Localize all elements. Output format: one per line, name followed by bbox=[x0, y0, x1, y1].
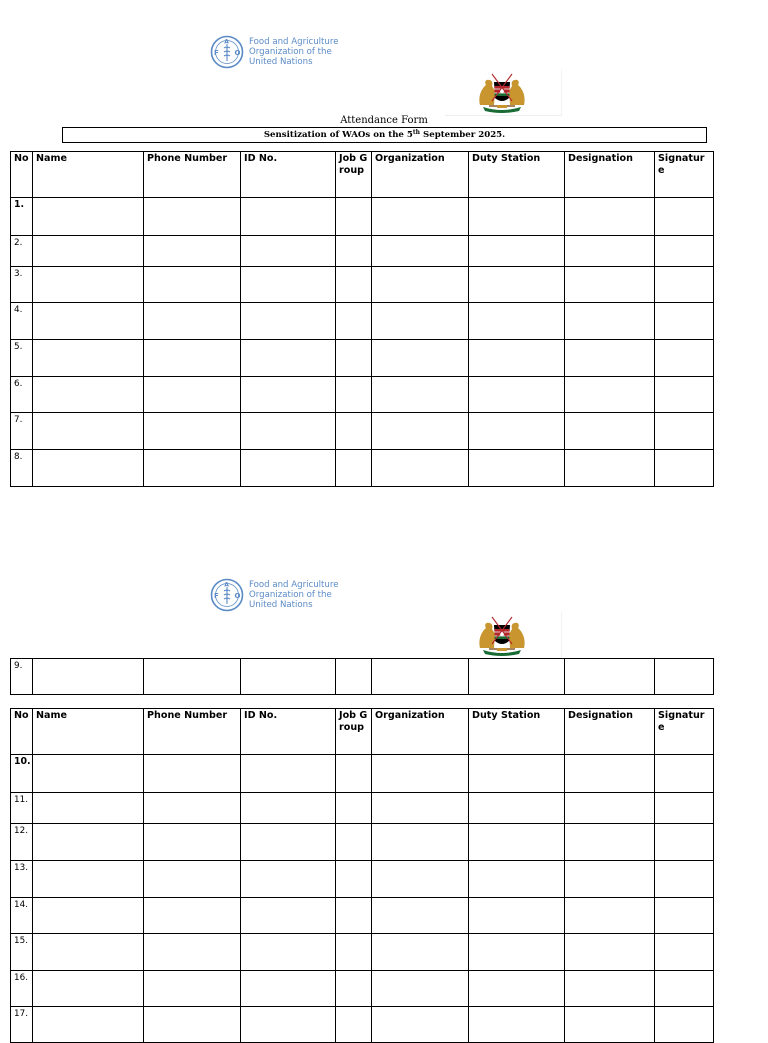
job-group-cell[interactable] bbox=[336, 659, 372, 695]
duty-station-cell[interactable] bbox=[469, 450, 565, 487]
id-cell[interactable] bbox=[241, 898, 336, 934]
phone-cell[interactable] bbox=[144, 824, 241, 861]
id-cell[interactable] bbox=[241, 971, 336, 1007]
phone-cell[interactable] bbox=[144, 267, 241, 303]
col-header-designation: Designation bbox=[565, 709, 655, 755]
row-number: 6. bbox=[11, 377, 33, 413]
organization-cell[interactable] bbox=[372, 1007, 469, 1043]
col-header-job-group: Job Group bbox=[336, 709, 372, 755]
name-cell[interactable] bbox=[33, 236, 144, 267]
signature-cell[interactable] bbox=[655, 861, 714, 898]
fao-name bbox=[249, 37, 339, 67]
phone-cell[interactable] bbox=[144, 971, 241, 1007]
signature-cell[interactable] bbox=[655, 413, 714, 450]
signature-cell[interactable] bbox=[655, 450, 714, 487]
carry-over-table bbox=[10, 658, 714, 695]
designation-cell[interactable] bbox=[565, 267, 655, 303]
organization-cell[interactable] bbox=[372, 303, 469, 340]
signature-cell[interactable] bbox=[655, 236, 714, 267]
organization-cell[interactable] bbox=[372, 659, 469, 695]
organization-cell[interactable] bbox=[372, 934, 469, 971]
job-group-cell[interactable] bbox=[336, 377, 372, 413]
designation-cell[interactable] bbox=[565, 198, 655, 236]
subtitle-text: Sensitization of WAOs on the 5 bbox=[263, 130, 413, 140]
emblem-letter-a: A bbox=[224, 581, 229, 589]
signature-cell[interactable] bbox=[655, 971, 714, 1007]
phone-cell[interactable] bbox=[144, 236, 241, 267]
duty-station-cell[interactable] bbox=[469, 824, 565, 861]
row-number: 8. bbox=[11, 450, 33, 487]
col-header-designation: Designation bbox=[565, 152, 655, 198]
job-group-cell[interactable] bbox=[336, 934, 372, 971]
col-header-organization: Organization bbox=[372, 709, 469, 755]
id-cell[interactable] bbox=[241, 340, 336, 377]
name-cell[interactable] bbox=[33, 450, 144, 487]
job-group-cell[interactable] bbox=[336, 755, 372, 793]
duty-station-cell[interactable] bbox=[469, 340, 565, 377]
row-number: 13. bbox=[11, 861, 33, 898]
designation-cell[interactable] bbox=[565, 861, 655, 898]
designation-cell[interactable] bbox=[565, 824, 655, 861]
name-cell[interactable] bbox=[33, 1007, 144, 1043]
row-number: 7. bbox=[11, 413, 33, 450]
row-number: 3. bbox=[11, 267, 33, 303]
form-subtitle bbox=[62, 127, 707, 143]
phone-cell[interactable] bbox=[144, 413, 241, 450]
fao-name-line1: Food and Agriculture bbox=[249, 37, 339, 47]
fao-emblem-icon bbox=[210, 578, 244, 612]
table-row bbox=[11, 303, 714, 340]
job-group-cell[interactable] bbox=[336, 861, 372, 898]
id-cell[interactable] bbox=[241, 236, 336, 267]
duty-station-cell[interactable] bbox=[469, 861, 565, 898]
phone-cell[interactable] bbox=[144, 450, 241, 487]
table-row bbox=[11, 755, 714, 793]
col-header-phone: Phone Number bbox=[144, 709, 241, 755]
designation-cell[interactable] bbox=[565, 413, 655, 450]
col-header-id: ID No. bbox=[241, 709, 336, 755]
row-number: 12. bbox=[11, 824, 33, 861]
duty-station-cell[interactable] bbox=[469, 971, 565, 1007]
fao-name-line1: Food and Agriculture bbox=[249, 580, 339, 590]
signature-cell[interactable] bbox=[655, 1007, 714, 1043]
job-group-cell[interactable] bbox=[336, 971, 372, 1007]
row-number: 5. bbox=[11, 340, 33, 377]
table-row bbox=[11, 793, 714, 824]
col-header-job-group: Job Group bbox=[336, 152, 372, 198]
fao-name bbox=[249, 580, 339, 610]
table-row bbox=[11, 971, 714, 1007]
row-number: 17. bbox=[11, 1007, 33, 1043]
emblem-letter-a: A bbox=[224, 38, 229, 46]
name-cell[interactable] bbox=[33, 934, 144, 971]
id-cell[interactable] bbox=[241, 659, 336, 695]
phone-cell[interactable] bbox=[144, 659, 241, 695]
organization-cell[interactable] bbox=[372, 450, 469, 487]
fao-emblem-icon bbox=[210, 35, 244, 69]
row-number: 16. bbox=[11, 971, 33, 1007]
signature-cell[interactable] bbox=[655, 198, 714, 236]
designation-cell[interactable] bbox=[565, 934, 655, 971]
emblem-letter-f: F bbox=[214, 592, 219, 600]
table-row bbox=[11, 861, 714, 898]
signature-cell[interactable] bbox=[655, 377, 714, 413]
organization-cell[interactable] bbox=[372, 755, 469, 793]
row-number: 9. bbox=[11, 659, 33, 695]
designation-cell[interactable] bbox=[565, 755, 655, 793]
organization-cell[interactable] bbox=[372, 898, 469, 934]
phone-cell[interactable] bbox=[144, 861, 241, 898]
duty-station-cell[interactable] bbox=[469, 934, 565, 971]
col-header-duty-station: Duty Station bbox=[469, 709, 565, 755]
designation-cell[interactable] bbox=[565, 971, 655, 1007]
id-cell[interactable] bbox=[241, 755, 336, 793]
attendance-table-1 bbox=[10, 151, 714, 487]
id-cell[interactable] bbox=[241, 198, 336, 236]
designation-cell[interactable] bbox=[565, 236, 655, 267]
signature-cell[interactable] bbox=[655, 793, 714, 824]
duty-station-cell[interactable] bbox=[469, 267, 565, 303]
designation-cell[interactable] bbox=[565, 659, 655, 695]
job-group-cell[interactable] bbox=[336, 793, 372, 824]
col-header-duty-station: Duty Station bbox=[469, 152, 565, 198]
fao-name-line3: United Nations bbox=[249, 600, 313, 610]
signature-cell[interactable] bbox=[655, 824, 714, 861]
form-title: Attendance Form bbox=[340, 115, 428, 126]
name-cell[interactable] bbox=[33, 303, 144, 340]
table-row bbox=[11, 267, 714, 303]
id-cell[interactable] bbox=[241, 377, 336, 413]
organization-cell[interactable] bbox=[372, 236, 469, 267]
name-cell[interactable] bbox=[33, 971, 144, 1007]
id-cell[interactable] bbox=[241, 793, 336, 824]
table-row bbox=[11, 450, 714, 487]
duty-station-cell[interactable] bbox=[469, 198, 565, 236]
organization-cell[interactable] bbox=[372, 267, 469, 303]
col-header-signature: Signature bbox=[655, 152, 714, 198]
row-number: 10. bbox=[11, 755, 33, 793]
organization-cell[interactable] bbox=[372, 971, 469, 1007]
organization-cell[interactable] bbox=[372, 198, 469, 236]
name-cell[interactable] bbox=[33, 755, 144, 793]
designation-cell[interactable] bbox=[565, 793, 655, 824]
designation-cell[interactable] bbox=[565, 377, 655, 413]
col-header-name: Name bbox=[33, 152, 144, 198]
id-cell[interactable] bbox=[241, 267, 336, 303]
job-group-cell[interactable] bbox=[336, 340, 372, 377]
designation-cell[interactable] bbox=[565, 450, 655, 487]
name-cell[interactable] bbox=[33, 267, 144, 303]
row-number: 2. bbox=[11, 236, 33, 267]
job-group-cell[interactable] bbox=[336, 450, 372, 487]
row-number: 1. bbox=[11, 198, 33, 236]
duty-station-cell[interactable] bbox=[469, 413, 565, 450]
phone-cell[interactable] bbox=[144, 377, 241, 413]
duty-station-cell[interactable] bbox=[469, 303, 565, 340]
table-row bbox=[11, 413, 714, 450]
duty-station-cell[interactable] bbox=[469, 793, 565, 824]
phone-cell[interactable] bbox=[144, 755, 241, 793]
duty-station-cell[interactable] bbox=[469, 236, 565, 267]
table-row bbox=[11, 898, 714, 934]
name-cell[interactable] bbox=[33, 340, 144, 377]
table-row bbox=[11, 934, 714, 971]
organization-cell[interactable] bbox=[372, 793, 469, 824]
organization-cell[interactable] bbox=[372, 377, 469, 413]
signature-cell[interactable] bbox=[655, 898, 714, 934]
row-number: 4. bbox=[11, 303, 33, 340]
organization-cell[interactable] bbox=[372, 824, 469, 861]
id-cell[interactable] bbox=[241, 1007, 336, 1043]
emblem-letter-o: O bbox=[234, 592, 241, 600]
id-cell[interactable] bbox=[241, 413, 336, 450]
fao-name-line2: Organization of the bbox=[249, 590, 332, 600]
id-cell[interactable] bbox=[241, 934, 336, 971]
subtitle-superscript: th bbox=[412, 129, 421, 136]
emblem-letter-f: F bbox=[214, 49, 219, 57]
emblem-letter-o: O bbox=[234, 49, 241, 57]
id-cell[interactable] bbox=[241, 450, 336, 487]
row-number: 15. bbox=[11, 934, 33, 971]
organization-cell[interactable] bbox=[372, 340, 469, 377]
row-number: 11. bbox=[11, 793, 33, 824]
id-cell[interactable] bbox=[241, 824, 336, 861]
fao-name-line2: Organization of the bbox=[249, 47, 332, 57]
phone-cell[interactable] bbox=[144, 340, 241, 377]
table-row bbox=[11, 1007, 714, 1043]
col-header-id: ID No. bbox=[241, 152, 336, 198]
col-header-no: No bbox=[11, 152, 33, 198]
phone-cell[interactable] bbox=[144, 1007, 241, 1043]
table-row bbox=[11, 659, 714, 695]
designation-cell[interactable] bbox=[565, 898, 655, 934]
col-header-phone: Phone Number bbox=[144, 152, 241, 198]
fao-logo bbox=[210, 35, 339, 69]
attendance-table-2 bbox=[10, 708, 714, 1043]
fao-name-line3: United Nations bbox=[249, 57, 313, 67]
id-cell[interactable] bbox=[241, 303, 336, 340]
job-group-cell[interactable] bbox=[336, 236, 372, 267]
job-group-cell[interactable] bbox=[336, 198, 372, 236]
phone-cell[interactable] bbox=[144, 934, 241, 971]
coat-of-arms-icon bbox=[475, 614, 529, 656]
job-group-cell[interactable] bbox=[336, 898, 372, 934]
name-cell[interactable] bbox=[33, 824, 144, 861]
job-group-cell[interactable] bbox=[336, 267, 372, 303]
table-row bbox=[11, 236, 714, 267]
organization-cell[interactable] bbox=[372, 861, 469, 898]
duty-station-cell[interactable] bbox=[469, 755, 565, 793]
col-header-organization: Organization bbox=[372, 152, 469, 198]
name-cell[interactable] bbox=[33, 377, 144, 413]
signature-cell[interactable] bbox=[655, 755, 714, 793]
name-cell[interactable] bbox=[33, 898, 144, 934]
col-header-no: No bbox=[11, 709, 33, 755]
job-group-cell[interactable] bbox=[336, 1007, 372, 1043]
job-group-cell[interactable] bbox=[336, 413, 372, 450]
duty-station-cell[interactable] bbox=[469, 898, 565, 934]
organization-cell[interactable] bbox=[372, 413, 469, 450]
duty-station-cell[interactable] bbox=[469, 1007, 565, 1043]
name-cell[interactable] bbox=[33, 413, 144, 450]
table-header-row bbox=[11, 152, 714, 198]
duty-station-cell[interactable] bbox=[469, 377, 565, 413]
kenya-coat-of-arms bbox=[445, 69, 562, 116]
name-cell[interactable] bbox=[33, 793, 144, 824]
designation-cell[interactable] bbox=[565, 340, 655, 377]
table-row bbox=[11, 340, 714, 377]
signature-cell[interactable] bbox=[655, 303, 714, 340]
subtitle-date: September 2025. bbox=[420, 130, 506, 140]
name-cell[interactable] bbox=[33, 198, 144, 236]
signature-cell[interactable] bbox=[655, 934, 714, 971]
col-header-name: Name bbox=[33, 709, 144, 755]
row-number: 14. bbox=[11, 898, 33, 934]
duty-station-cell[interactable] bbox=[469, 659, 565, 695]
signature-cell[interactable] bbox=[655, 340, 714, 377]
coat-of-arms-icon bbox=[475, 71, 529, 113]
table-header-row bbox=[11, 709, 714, 755]
phone-cell[interactable] bbox=[144, 898, 241, 934]
name-cell[interactable] bbox=[33, 861, 144, 898]
job-group-cell[interactable] bbox=[336, 824, 372, 861]
designation-cell[interactable] bbox=[565, 303, 655, 340]
kenya-coat-of-arms bbox=[445, 612, 562, 659]
signature-cell[interactable] bbox=[655, 659, 714, 695]
phone-cell[interactable] bbox=[144, 198, 241, 236]
table-row bbox=[11, 377, 714, 413]
fao-logo bbox=[210, 578, 339, 612]
designation-cell[interactable] bbox=[565, 1007, 655, 1043]
name-cell[interactable] bbox=[33, 659, 144, 695]
phone-cell[interactable] bbox=[144, 303, 241, 340]
table-row bbox=[11, 198, 714, 236]
col-header-signature: Signature bbox=[655, 709, 714, 755]
signature-cell[interactable] bbox=[655, 267, 714, 303]
job-group-cell[interactable] bbox=[336, 303, 372, 340]
id-cell[interactable] bbox=[241, 861, 336, 898]
table-row bbox=[11, 824, 714, 861]
phone-cell[interactable] bbox=[144, 793, 241, 824]
